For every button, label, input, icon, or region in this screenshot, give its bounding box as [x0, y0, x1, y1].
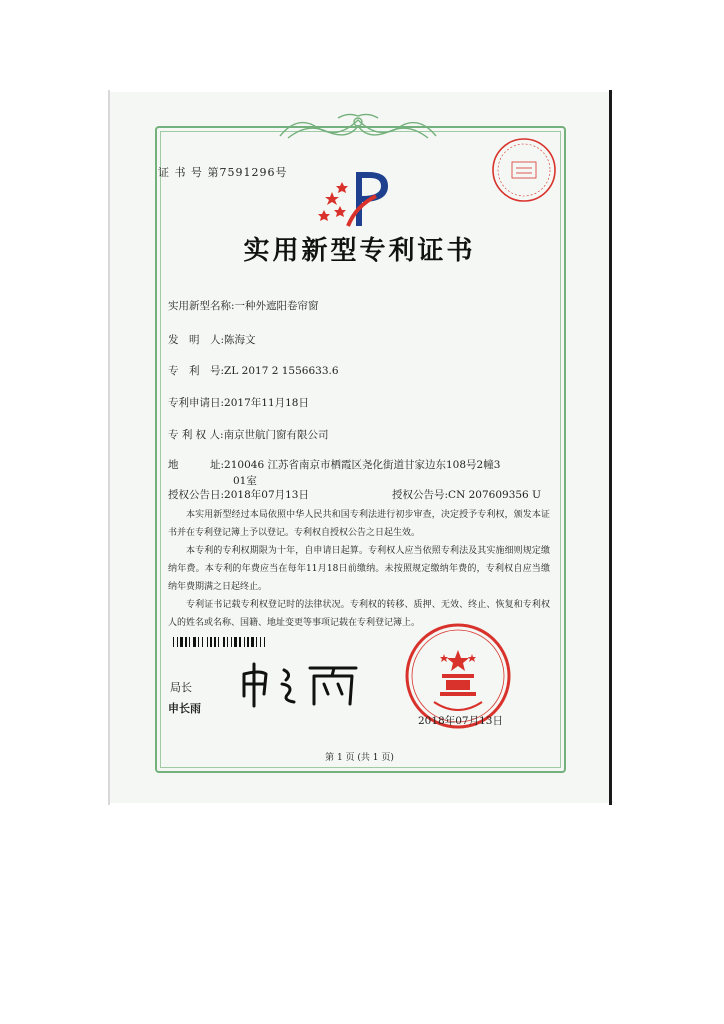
field-patent-number: [168, 363, 339, 378]
field-address: [168, 457, 500, 472]
body-paragraph: 本专利的专利权期限为十年，自申请日起算。专利权人应当依照专利法及其实施细则规定缴纳年费。本专利的年费应当在每年11月18日前缴纳。未按照规定缴纳年费的，专利权自应当缴纳年费期满之日起终止。: [168, 546, 550, 592]
field-value: ZL 2017 2 1556633.6: [224, 365, 339, 377]
field-inventor: [168, 332, 256, 347]
body-paragraph: 本实用新型经过本局依照中华人民共和国专利法进行初步审查，决定授予专利权，颁发本证书并在专利登记簿上予以登记。专利权自授权公告之日起生效。: [168, 510, 550, 538]
director-signature-icon: [238, 660, 363, 708]
field-label: 授权公告日:: [168, 489, 225, 501]
field-announcement-number: [392, 487, 541, 502]
director-name: 申长雨: [168, 702, 201, 715]
field-value: 2017年11月18日: [224, 397, 309, 409]
field-value: 一种外遮阳卷帘窗: [234, 300, 319, 312]
field-label: 实用新型名称:: [168, 300, 235, 312]
certificate-title: 实用新型专利证书: [243, 236, 476, 266]
field-filing-date: [168, 395, 309, 410]
field-label: 授权公告号:: [392, 489, 449, 501]
field-value: CN 207609356 U: [448, 489, 541, 501]
page-footer: 第 1 页 (共 1 页): [325, 753, 394, 763]
top-ornament-icon: [278, 112, 438, 142]
field-value: 南京世航门窗有限公司: [223, 429, 329, 441]
issue-date: 2018年07月13日: [418, 715, 503, 727]
field-label: 发 明 人:: [168, 334, 225, 346]
director-title: 局长: [170, 681, 192, 694]
field-label: 专 利 权 人:: [168, 429, 224, 441]
field-value: 陈海文: [224, 334, 256, 346]
certificate-body: [168, 506, 550, 632]
patent-office-logo-icon: [318, 166, 400, 232]
field-label: 专利申请日:: [168, 397, 225, 409]
certificate-number: 证 书 号 第7591296号: [158, 166, 288, 179]
field-patentee: [168, 427, 329, 442]
field-utility-model-name: [168, 298, 319, 313]
field-announcement-date: [168, 487, 309, 502]
scan-edge-right: [609, 90, 612, 805]
field-label: 专 利 号:: [168, 365, 225, 377]
field-value: 2018年07月13日: [224, 489, 309, 501]
patent-certificate: [110, 92, 609, 803]
anti-counterfeit-seal-icon: [490, 136, 558, 204]
field-label: 地 址:: [168, 459, 225, 471]
field-address-line2: 01室: [233, 475, 257, 487]
body-paragraph: 专利证书记载专利权登记时的法律状况。专利权的转移、质押、无效、终止、恢复和专利权人的姓名或名称、国籍、地址变更等事项记载在专利登记簿上。: [168, 600, 550, 628]
field-value: 210046 江苏省南京市栖霞区尧化街道甘家边东108号2幢3: [224, 459, 501, 471]
barcode-icon: [173, 637, 305, 647]
